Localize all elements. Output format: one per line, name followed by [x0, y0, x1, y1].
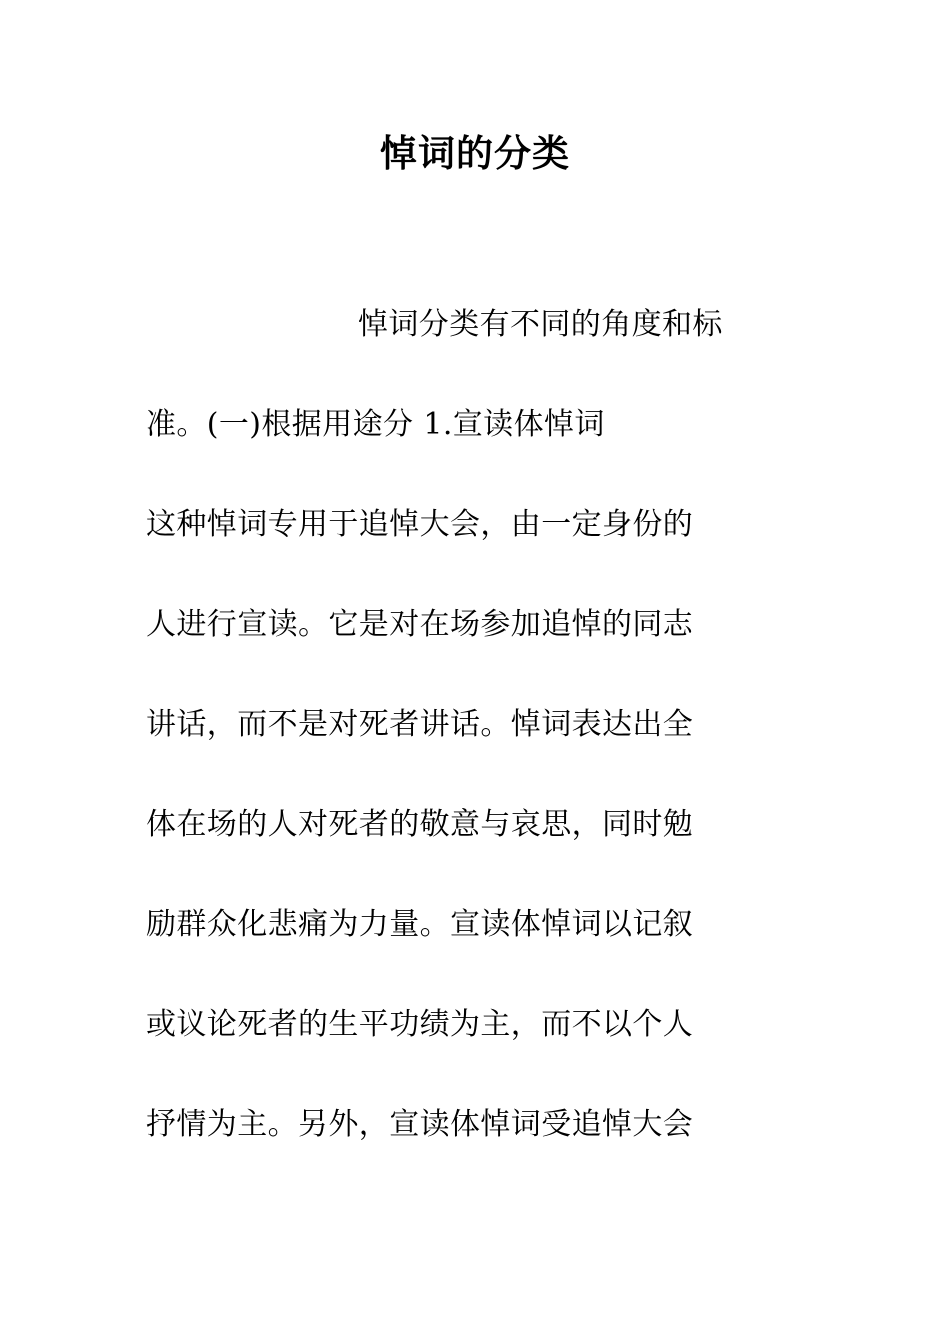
paragraph-line: 抒情为主。另外，宣读体悼词受追悼大会: [146, 1107, 694, 1142]
paragraph-line: 体在场的人对死者的敬意与哀思，同时勉: [146, 807, 694, 842]
paragraph-line: 或议论死者的生平功绩为主，而不以个人: [146, 1007, 694, 1042]
paragraph-line: 这种悼词专用于追悼大会，由一定身份的: [146, 507, 694, 542]
paragraph-line: 励群众化悲痛为力量。宣读体悼词以记叙: [146, 907, 694, 942]
paragraph-line: 讲话，而不是对死者讲话。悼词表达出全: [146, 707, 694, 742]
paragraph-line: 准。(一)根据用途分 1.宣读体悼词: [146, 407, 605, 442]
document-title: 悼词的分类: [380, 131, 570, 175]
paragraph-line: 悼词分类有不同的角度和标: [358, 307, 723, 342]
paragraph-line: 人进行宣读。它是对在场参加追悼的同志: [146, 607, 694, 642]
